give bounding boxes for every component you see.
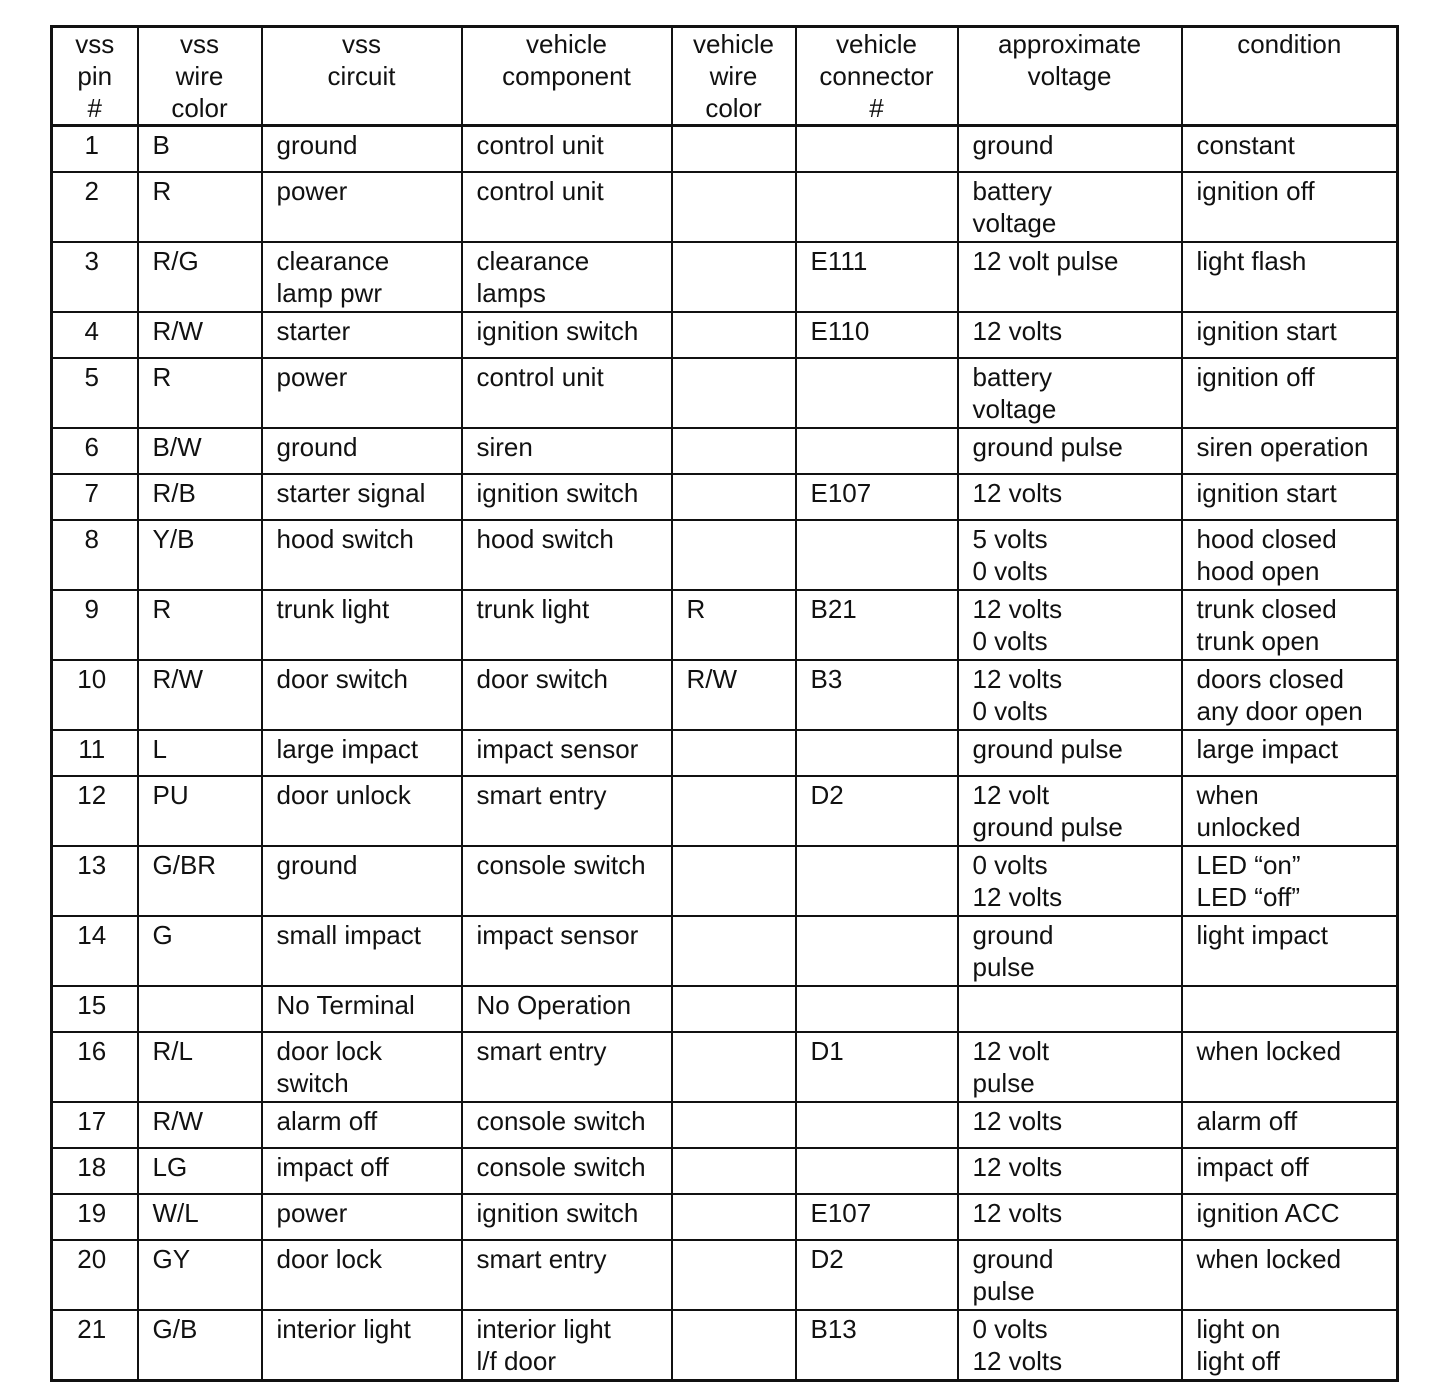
cell-vss-circuit: trunk light <box>262 590 462 660</box>
cell-vss-circuit: No Terminal <box>262 986 462 1032</box>
cell-condition: large impact <box>1182 730 1398 776</box>
cell-vss-pin: 11 <box>52 730 138 776</box>
cell-vss-wire-color: W/L <box>138 1194 262 1240</box>
cell-vehicle-connector <box>796 986 958 1032</box>
header-line: vss <box>342 29 381 59</box>
cell-approximate-voltage: 12 volts <box>958 474 1182 520</box>
cell-line: pulse <box>972 952 1035 982</box>
cell-approximate-voltage <box>958 1240 1182 1310</box>
cell-vss-pin: 6 <box>52 428 138 474</box>
cell-vss-circuit: ground <box>262 126 462 173</box>
cell-line: door lock <box>276 1036 382 1066</box>
cell-approximate-voltage: 12 volt pulse <box>958 242 1182 312</box>
cell-vehicle-component: smart entry <box>462 776 672 846</box>
cell-vss-pin: 15 <box>52 986 138 1032</box>
cell-vss-pin: 10 <box>52 660 138 730</box>
cell-vss-circuit <box>262 1032 462 1102</box>
cell-vss-wire-color: B/W <box>138 428 262 474</box>
vss-pinout-table <box>50 25 1399 1382</box>
cell-vehicle-wire-color <box>672 358 796 428</box>
header-line: color <box>705 93 762 123</box>
header-line: component <box>502 61 631 91</box>
header-line: vehicle <box>526 29 607 59</box>
cell-line: clearance <box>476 246 590 276</box>
cell-line: light off <box>1196 1346 1280 1376</box>
cell-condition <box>1182 1310 1398 1381</box>
cell-vehicle-wire-color <box>672 1032 796 1102</box>
table-row <box>52 776 1398 846</box>
cell-vss-pin: 3 <box>52 242 138 312</box>
cell-condition <box>1182 986 1398 1032</box>
cell-vss-pin: 7 <box>52 474 138 520</box>
header-line: color <box>171 93 228 123</box>
cell-vehicle-component: ignition switch <box>462 474 672 520</box>
cell-vehicle-component: trunk light <box>462 590 672 660</box>
cell-condition: light flash <box>1182 242 1398 312</box>
cell-vehicle-component: smart entry <box>462 1032 672 1102</box>
cell-vehicle-connector: D2 <box>796 1240 958 1310</box>
cell-line: 0 volts <box>972 626 1048 656</box>
cell-vss-wire-color: R <box>138 590 262 660</box>
cell-vehicle-wire-color <box>672 520 796 590</box>
cell-vss-circuit: large impact <box>262 730 462 776</box>
cell-vehicle-wire-color <box>672 916 796 986</box>
cell-vehicle-component <box>462 1310 672 1381</box>
table-body <box>52 126 1398 1381</box>
cell-vehicle-wire-color: R/W <box>672 660 796 730</box>
cell-vss-circuit: small impact <box>262 916 462 986</box>
cell-line: 0 volts <box>972 850 1048 880</box>
cell-vss-wire-color: G/BR <box>138 846 262 916</box>
table-row <box>52 520 1398 590</box>
cell-vss-pin: 14 <box>52 916 138 986</box>
cell-line: 12 volt <box>972 1036 1050 1066</box>
cell-line: 12 volts <box>972 1346 1063 1376</box>
cell-vehicle-wire-color <box>672 242 796 312</box>
cell-vss-circuit: impact off <box>262 1148 462 1194</box>
cell-line: ground <box>972 920 1054 950</box>
cell-vehicle-component: ignition switch <box>462 312 672 358</box>
table-row <box>52 1032 1398 1102</box>
header-line: # <box>87 93 102 123</box>
cell-vehicle-connector: E107 <box>796 1194 958 1240</box>
cell-approximate-voltage: 12 volts <box>958 1148 1182 1194</box>
cell-vehicle-component: impact sensor <box>462 730 672 776</box>
cell-vss-pin: 4 <box>52 312 138 358</box>
cell-condition <box>1182 590 1398 660</box>
cell-vehicle-connector: E110 <box>796 312 958 358</box>
cell-vehicle-connector <box>796 846 958 916</box>
cell-vehicle-wire-color <box>672 312 796 358</box>
cell-approximate-voltage: 12 volts <box>958 1102 1182 1148</box>
cell-approximate-voltage: ground pulse <box>958 730 1182 776</box>
cell-line: LED “off” <box>1196 882 1301 912</box>
table-row <box>52 846 1398 916</box>
cell-vehicle-wire-color <box>672 986 796 1032</box>
cell-vehicle-component: impact sensor <box>462 916 672 986</box>
cell-vehicle-wire-color <box>672 1102 796 1148</box>
cell-vehicle-component: console switch <box>462 1102 672 1148</box>
table-row <box>52 730 1398 776</box>
cell-line: interior light <box>476 1314 611 1344</box>
cell-vss-wire-color: G/B <box>138 1310 262 1381</box>
cell-condition: alarm off <box>1182 1102 1398 1148</box>
cell-vss-wire-color: LG <box>138 1148 262 1194</box>
cell-vss-pin: 19 <box>52 1194 138 1240</box>
cell-vehicle-connector <box>796 916 958 986</box>
header-line: pin <box>77 61 113 91</box>
cell-vehicle-connector <box>796 126 958 173</box>
header-vss-pin <box>52 27 138 126</box>
header-approximate-voltage <box>958 27 1182 126</box>
header-line: circuit <box>327 61 396 91</box>
cell-approximate-voltage <box>958 520 1182 590</box>
pinout-table-container <box>50 25 1396 1382</box>
cell-vss-circuit: power <box>262 358 462 428</box>
cell-line: 12 volt <box>972 780 1050 810</box>
cell-line: 12 volts <box>972 882 1063 912</box>
cell-vehicle-connector: B13 <box>796 1310 958 1381</box>
cell-line: switch <box>276 1068 349 1098</box>
header-vss-wire-color <box>138 27 262 126</box>
cell-vss-wire-color: R <box>138 358 262 428</box>
table-row <box>52 172 1398 242</box>
cell-line: trunk closed <box>1196 594 1337 624</box>
cell-vss-circuit: hood switch <box>262 520 462 590</box>
cell-line: battery <box>972 176 1052 206</box>
cell-vss-wire-color: R/L <box>138 1032 262 1102</box>
cell-vehicle-component: console switch <box>462 846 672 916</box>
cell-vss-circuit: starter signal <box>262 474 462 520</box>
cell-line: hood closed <box>1196 524 1337 554</box>
cell-vss-pin: 9 <box>52 590 138 660</box>
table-row <box>52 428 1398 474</box>
cell-condition: ignition ACC <box>1182 1194 1398 1240</box>
cell-vss-pin: 13 <box>52 846 138 916</box>
cell-vss-wire-color: G <box>138 916 262 986</box>
cell-vss-wire-color: R/W <box>138 660 262 730</box>
cell-approximate-voltage <box>958 172 1182 242</box>
header-vehicle-wire-color <box>672 27 796 126</box>
cell-vss-circuit: ground <box>262 428 462 474</box>
cell-vss-pin: 8 <box>52 520 138 590</box>
cell-vehicle-component: ignition switch <box>462 1194 672 1240</box>
cell-condition: when locked <box>1182 1032 1398 1102</box>
cell-vss-pin: 12 <box>52 776 138 846</box>
cell-condition: when locked <box>1182 1240 1398 1310</box>
cell-vss-pin: 2 <box>52 172 138 242</box>
cell-condition <box>1182 520 1398 590</box>
cell-condition: impact off <box>1182 1148 1398 1194</box>
cell-vehicle-wire-color <box>672 474 796 520</box>
table-row <box>52 1240 1398 1310</box>
cell-vehicle-component: control unit <box>462 358 672 428</box>
cell-line: ground <box>972 1244 1054 1274</box>
cell-line: when <box>1196 780 1259 810</box>
cell-vehicle-connector <box>796 1102 958 1148</box>
cell-vehicle-component: control unit <box>462 126 672 173</box>
cell-approximate-voltage <box>958 660 1182 730</box>
cell-condition: ignition off <box>1182 358 1398 428</box>
cell-vehicle-wire-color <box>672 846 796 916</box>
cell-vehicle-wire-color <box>672 730 796 776</box>
cell-vehicle-component: door switch <box>462 660 672 730</box>
header-line: vss <box>75 29 115 59</box>
cell-vehicle-connector <box>796 730 958 776</box>
header-line: vehicle <box>836 29 917 59</box>
table-row <box>52 1194 1398 1240</box>
cell-approximate-voltage <box>958 590 1182 660</box>
cell-vehicle-wire-color <box>672 126 796 173</box>
cell-vss-pin: 16 <box>52 1032 138 1102</box>
cell-line: any door open <box>1196 696 1363 726</box>
cell-vss-circuit: power <box>262 172 462 242</box>
cell-approximate-voltage <box>958 776 1182 846</box>
cell-approximate-voltage <box>958 846 1182 916</box>
cell-condition: ignition start <box>1182 474 1398 520</box>
cell-line: trunk open <box>1196 626 1320 656</box>
cell-vehicle-connector <box>796 1148 958 1194</box>
cell-approximate-voltage <box>958 358 1182 428</box>
cell-condition <box>1182 776 1398 846</box>
table-row <box>52 590 1398 660</box>
table-row <box>52 1148 1398 1194</box>
header-line: approximate <box>997 29 1142 59</box>
cell-vehicle-connector: D1 <box>796 1032 958 1102</box>
cell-vss-wire-color: R <box>138 172 262 242</box>
cell-vss-circuit: ground <box>262 846 462 916</box>
cell-vss-wire-color: PU <box>138 776 262 846</box>
cell-approximate-voltage <box>958 916 1182 986</box>
cell-approximate-voltage <box>958 986 1182 1032</box>
cell-vss-wire-color <box>138 986 262 1032</box>
cell-vss-wire-color: R/G <box>138 242 262 312</box>
cell-condition: constant <box>1182 126 1398 173</box>
cell-approximate-voltage <box>958 1310 1182 1381</box>
cell-line: pulse <box>972 1068 1035 1098</box>
header-vehicle-component <box>462 27 672 126</box>
cell-line: 0 volts <box>972 556 1048 586</box>
cell-approximate-voltage: ground pulse <box>958 428 1182 474</box>
cell-vss-wire-color: L <box>138 730 262 776</box>
table-row <box>52 660 1398 730</box>
cell-vss-circuit: door switch <box>262 660 462 730</box>
table-row <box>52 312 1398 358</box>
cell-condition: light impact <box>1182 916 1398 986</box>
header-line: voltage <box>1027 61 1112 91</box>
header-line: connector <box>819 61 934 91</box>
cell-condition: ignition start <box>1182 312 1398 358</box>
cell-line: 12 volts <box>972 594 1063 624</box>
cell-vss-circuit: starter <box>262 312 462 358</box>
cell-approximate-voltage: 12 volts <box>958 1194 1182 1240</box>
cell-vss-circuit: power <box>262 1194 462 1240</box>
cell-vss-wire-color: GY <box>138 1240 262 1310</box>
cell-vss-pin: 1 <box>52 126 138 173</box>
cell-vehicle-component: No Operation <box>462 986 672 1032</box>
cell-line: 12 volts <box>972 664 1063 694</box>
header-line: vss <box>180 29 219 59</box>
cell-vehicle-wire-color <box>672 172 796 242</box>
table-row <box>52 1102 1398 1148</box>
cell-line: hood open <box>1196 556 1320 586</box>
cell-vehicle-wire-color <box>672 1148 796 1194</box>
cell-vss-circuit: door unlock <box>262 776 462 846</box>
cell-vehicle-wire-color <box>672 428 796 474</box>
cell-vss-circuit: interior light <box>262 1310 462 1381</box>
cell-line: 0 volts <box>972 1314 1048 1344</box>
cell-line: LED “on” <box>1196 850 1301 880</box>
table-row <box>52 358 1398 428</box>
cell-vss-wire-color: R/W <box>138 312 262 358</box>
cell-vss-pin: 21 <box>52 1310 138 1381</box>
header-vss-circuit <box>262 27 462 126</box>
cell-vehicle-connector: E111 <box>796 242 958 312</box>
cell-line: voltage <box>972 208 1057 238</box>
cell-vehicle-connector <box>796 428 958 474</box>
cell-approximate-voltage <box>958 1032 1182 1102</box>
table-row <box>52 126 1398 173</box>
cell-vss-pin: 17 <box>52 1102 138 1148</box>
table-header-row <box>52 27 1398 126</box>
header-line: wire <box>175 61 224 91</box>
cell-vehicle-wire-color <box>672 1240 796 1310</box>
cell-vehicle-wire-color <box>672 1310 796 1381</box>
table-row <box>52 916 1398 986</box>
cell-vss-circuit: door lock <box>262 1240 462 1310</box>
header-line: wire <box>709 61 758 91</box>
cell-line: pulse <box>972 1276 1035 1306</box>
table-row <box>52 474 1398 520</box>
header-vehicle-connector <box>796 27 958 126</box>
cell-vss-pin: 20 <box>52 1240 138 1310</box>
cell-vss-wire-color: Y/B <box>138 520 262 590</box>
cell-vss-circuit: alarm off <box>262 1102 462 1148</box>
table-row <box>52 986 1398 1032</box>
table-row <box>52 242 1398 312</box>
cell-approximate-voltage: ground <box>958 126 1182 173</box>
cell-condition <box>1182 846 1398 916</box>
cell-vehicle-wire-color <box>672 776 796 846</box>
cell-vss-pin: 5 <box>52 358 138 428</box>
cell-vehicle-component <box>462 242 672 312</box>
cell-line: clearance <box>276 246 390 276</box>
cell-line: 5 volts <box>972 524 1048 554</box>
cell-vehicle-component: control unit <box>462 172 672 242</box>
cell-line: lamp pwr <box>276 278 382 308</box>
cell-line: unlocked <box>1196 812 1301 842</box>
cell-vss-circuit <box>262 242 462 312</box>
cell-line: l/f door <box>476 1346 556 1376</box>
cell-line: doors closed <box>1196 664 1344 694</box>
cell-vehicle-connector: B3 <box>796 660 958 730</box>
cell-vehicle-wire-color <box>672 1194 796 1240</box>
cell-line: light on <box>1196 1314 1281 1344</box>
cell-condition: ignition off <box>1182 172 1398 242</box>
cell-vehicle-component: smart entry <box>462 1240 672 1310</box>
header-line: # <box>869 93 884 123</box>
cell-vehicle-wire-color: R <box>672 590 796 660</box>
cell-vehicle-component: console switch <box>462 1148 672 1194</box>
cell-approximate-voltage: 12 volts <box>958 312 1182 358</box>
cell-vehicle-connector: B21 <box>796 590 958 660</box>
cell-vehicle-connector <box>796 358 958 428</box>
table-row <box>52 1310 1398 1381</box>
cell-line: battery <box>972 362 1052 392</box>
cell-condition <box>1182 660 1398 730</box>
cell-vehicle-component: siren <box>462 428 672 474</box>
cell-vehicle-connector: D2 <box>796 776 958 846</box>
cell-vehicle-connector: E107 <box>796 474 958 520</box>
cell-vehicle-connector <box>796 520 958 590</box>
cell-vehicle-connector <box>796 172 958 242</box>
cell-line: lamps <box>476 278 546 308</box>
cell-vss-wire-color: R/W <box>138 1102 262 1148</box>
header-line: condition <box>1237 29 1342 59</box>
cell-vehicle-component: hood switch <box>462 520 672 590</box>
cell-line: 0 volts <box>972 696 1048 726</box>
cell-line: ground pulse <box>972 812 1123 842</box>
header-condition <box>1182 27 1398 126</box>
cell-condition: siren operation <box>1182 428 1398 474</box>
cell-vss-pin: 18 <box>52 1148 138 1194</box>
cell-vss-wire-color: B <box>138 126 262 173</box>
cell-vss-wire-color: R/B <box>138 474 262 520</box>
cell-line: voltage <box>972 394 1057 424</box>
header-line: vehicle <box>693 29 774 59</box>
